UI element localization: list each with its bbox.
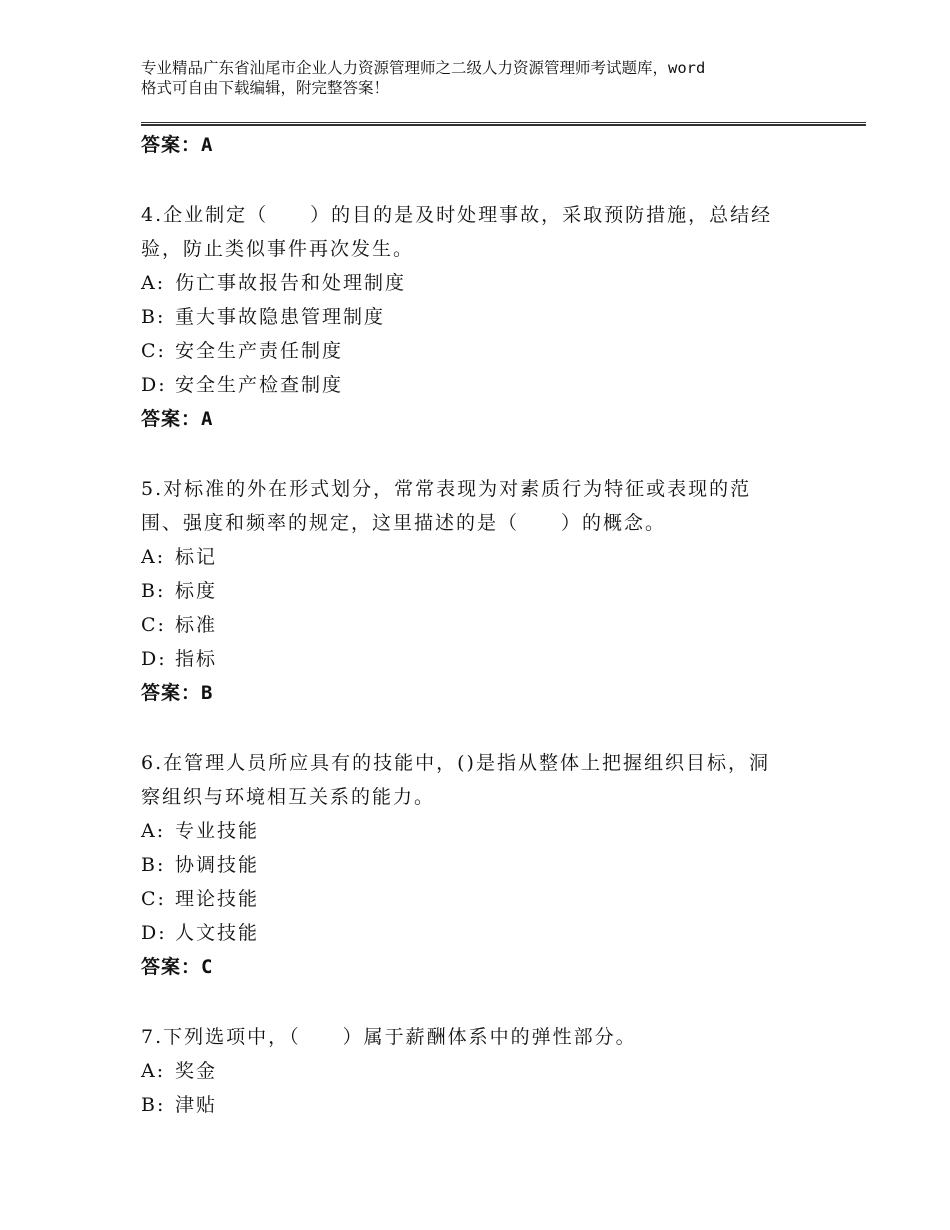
question-6: [141, 746, 821, 984]
option-text: 标记: [175, 546, 218, 568]
option-key: B:: [141, 580, 166, 602]
option-key: A:: [141, 820, 166, 842]
option-key: C:: [141, 888, 166, 910]
spacer: [141, 436, 821, 472]
option-text: 指标: [175, 648, 218, 670]
spacer: [141, 162, 821, 198]
question-stem: 6.在管理人员所应具有的技能中，()是指从整体上把握组织目标，洞: [141, 752, 770, 774]
option-a: [141, 540, 821, 574]
option-key: B:: [141, 1094, 166, 1116]
option-d: [141, 368, 821, 402]
option-text: 安全生产检查制度: [175, 374, 344, 396]
question-stem-cont: 围、强度和频率的规定，这里描述的是（ ）的概念。: [141, 512, 667, 534]
option-a: [141, 814, 821, 848]
document-header: [141, 58, 841, 98]
question-stem: 4.企业制定（ ）的目的是及时处理事故，采取预防措施，总结经: [141, 204, 773, 226]
question-stem: 5.对标准的外在形式划分，常常表现为对素质行为特征或表现的范: [141, 478, 752, 500]
option-text: 奖金: [175, 1060, 218, 1082]
question-7: [141, 1020, 821, 1122]
question-answer: [141, 950, 821, 984]
question-stem: 7.下列选项中，（ ）属于薪酬体系中的弹性部分。: [141, 1026, 637, 1048]
option-a: [141, 1054, 821, 1088]
question-5: [141, 472, 821, 710]
option-text: 重大事故隐患管理制度: [175, 306, 386, 328]
option-c: [141, 882, 821, 916]
answer-label: 答案：: [141, 682, 202, 704]
option-text: 津贴: [175, 1094, 218, 1116]
option-c: [141, 334, 821, 368]
spacer: [141, 984, 821, 1020]
option-text: 人文技能: [175, 922, 260, 944]
option-key: C:: [141, 340, 166, 362]
option-key: B:: [141, 854, 166, 876]
document-body: [141, 128, 821, 1122]
option-text: 安全生产责任制度: [175, 340, 344, 362]
option-key: A:: [141, 272, 166, 294]
option-a: [141, 266, 821, 300]
option-text: 协调技能: [175, 854, 260, 876]
header-divider: [141, 122, 866, 126]
option-key: D:: [141, 374, 167, 396]
question-stem-cont: 验，防止类似事件再次发生。: [141, 238, 415, 260]
answer-value: A: [201, 408, 214, 430]
option-b: [141, 300, 821, 334]
header-line-2: 格式可自由下载编辑，附完整答案！: [141, 79, 390, 97]
option-b: [141, 848, 821, 882]
option-d: [141, 916, 821, 950]
option-b: [141, 1088, 821, 1122]
option-text: 专业技能: [175, 820, 260, 842]
question-answer: [141, 402, 821, 436]
option-key: C:: [141, 614, 166, 636]
option-key: A:: [141, 546, 166, 568]
answer-label: 答案：: [141, 408, 202, 430]
option-key: A:: [141, 1060, 166, 1082]
option-key: D:: [141, 922, 167, 944]
option-c: [141, 608, 821, 642]
option-key: B:: [141, 306, 166, 328]
question-4: [141, 198, 821, 436]
prev-answer: [141, 128, 821, 162]
question-answer: [141, 676, 821, 710]
answer-value: C: [201, 956, 214, 978]
question-stem-cont: 察组织与环境相互关系的能力。: [141, 786, 436, 808]
answer-label: 答案：: [141, 956, 202, 978]
answer-value: A: [201, 134, 214, 156]
option-d: [141, 642, 821, 676]
option-text: 标度: [175, 580, 218, 602]
answer-label: 答案：: [141, 134, 202, 156]
option-key: D:: [141, 648, 167, 670]
option-text: 理论技能: [175, 888, 260, 910]
spacer: [141, 710, 821, 746]
option-text: 标准: [175, 614, 218, 636]
header-line-1: 专业精品广东省汕尾市企业人力资源管理师之二级人力资源管理师考试题库，word: [141, 59, 706, 77]
option-b: [141, 574, 821, 608]
option-text: 伤亡事故报告和处理制度: [175, 272, 407, 294]
answer-value: B: [201, 682, 214, 704]
